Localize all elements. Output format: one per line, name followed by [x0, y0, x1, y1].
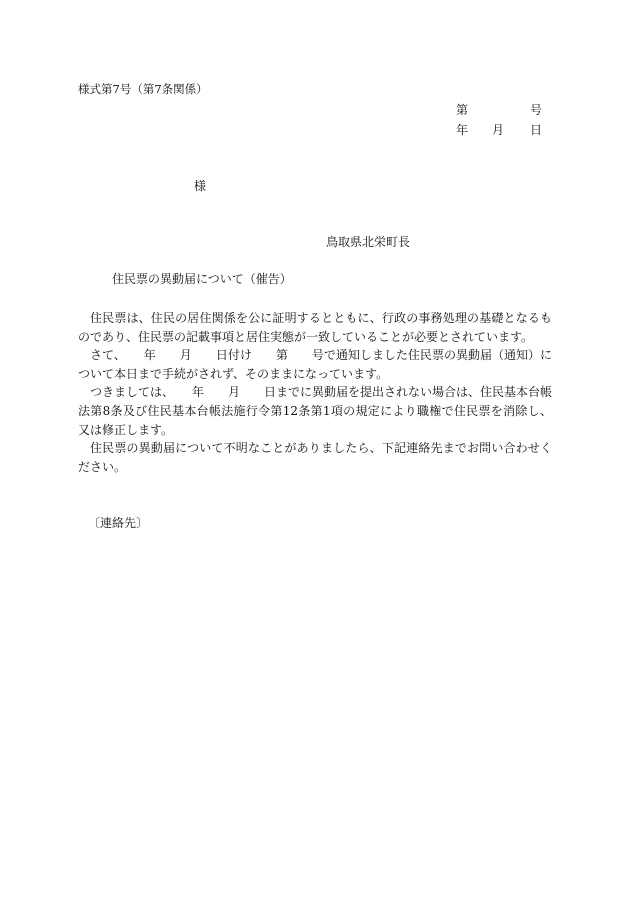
date-day-label: 日	[529, 123, 542, 137]
form-number: 様式第7号（第7条関係）	[78, 82, 208, 96]
document-number-prefix: 第	[456, 103, 469, 117]
body-paragraph: 住民票は、住民の居住関係を公に証明するとともに、行政の事務処理の基礎となるものであり、住民票の記載事項と居住実態が一致していることが必要とされています。	[78, 311, 552, 344]
addressee-honorific: 様	[194, 179, 207, 193]
subject-title: 住民票の異動届について（催告）	[112, 272, 292, 286]
date-month-label: 月	[492, 123, 505, 137]
document-number-suffix: 号	[529, 103, 542, 117]
body-text	[78, 309, 552, 476]
body-paragraph: 住民票の異動届について不明なことがありましたら、下記連絡先までお問い合わせください。	[78, 441, 552, 474]
contact-label: 〔連絡先〕	[88, 516, 149, 530]
date-year-label: 年	[456, 123, 469, 137]
body-paragraph: さて、 年 月 日付け 第 号で通知しました住民票の異動届（通知）について本日まで手続がされず、そのままになっています。	[78, 348, 552, 381]
body-paragraph: つきましては、 年 月 日までに異動届を提出されない場合は、住民基本台帳法第8条及び住民基本台帳法施行令第12条第1項の規定により職権で住民票を消除し、又は修正します。	[78, 385, 553, 437]
issuer-name: 鳥取県北栄町長	[326, 235, 411, 249]
